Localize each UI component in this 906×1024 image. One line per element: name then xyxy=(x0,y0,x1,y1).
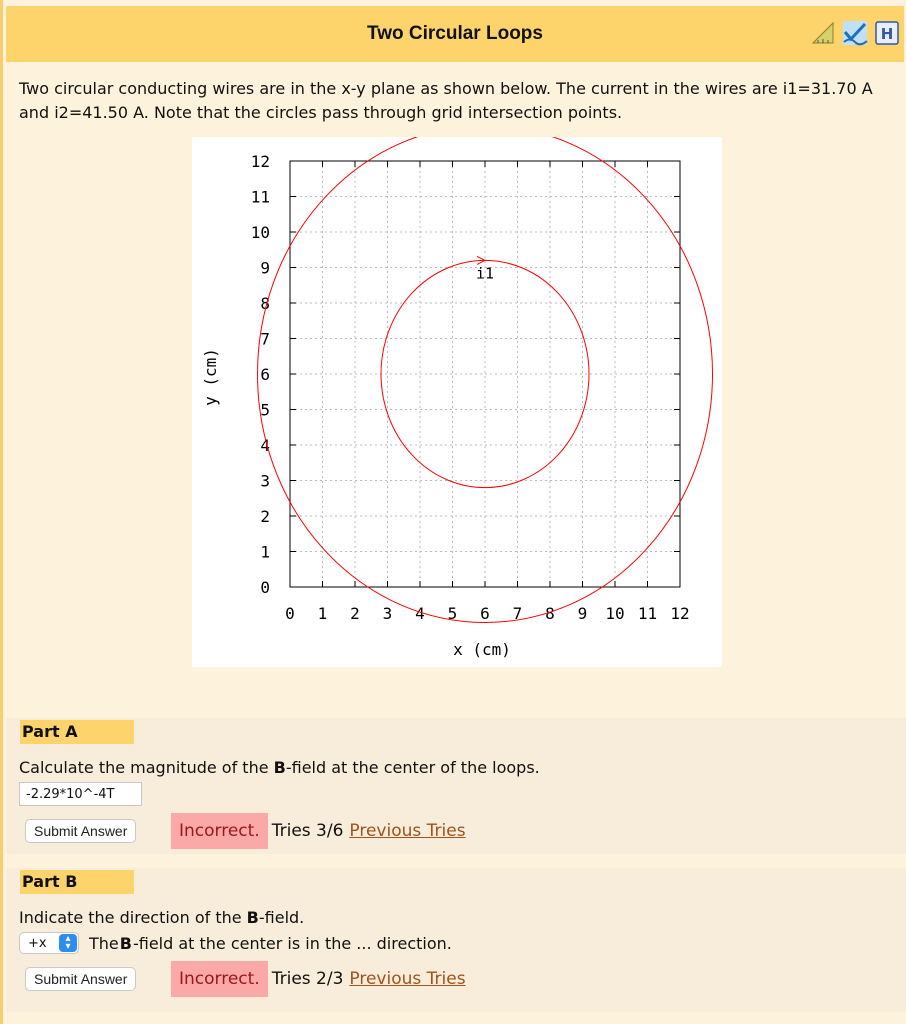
y-tick-label: 12 xyxy=(250,152,270,171)
x-tick-label: 12 xyxy=(670,604,690,623)
x-tick-label: 5 xyxy=(447,604,458,623)
part-a-answer-input[interactable]: -2.29*10^-4T xyxy=(19,782,142,806)
part-a-question-pre: Calculate the magnitude of the xyxy=(19,758,274,777)
part-a-question-post: -field at the center of the loops. xyxy=(285,758,540,777)
y-tick-label: 4 xyxy=(260,436,270,455)
part-b-submit-button[interactable]: Submit Answer xyxy=(25,967,136,991)
x-tick-label: 4 xyxy=(415,604,425,623)
y-tick-label: 9 xyxy=(260,258,270,278)
x-tick-label: 11 xyxy=(637,604,658,623)
x-tick-label: 10 xyxy=(605,604,625,623)
svg-text:H: H xyxy=(880,25,894,43)
y-tick-label: 10 xyxy=(250,223,270,242)
chart-grid xyxy=(290,161,680,587)
part-b-previous-tries-link[interactable]: Previous Tries xyxy=(349,969,466,989)
header-icons xyxy=(810,20,900,46)
ruler-triangle-icon[interactable] xyxy=(810,20,836,46)
y-tick-label: 6 xyxy=(260,365,270,384)
part-b xyxy=(6,868,906,1012)
y-axis-label: y (cm) xyxy=(201,348,220,406)
part-a-question xyxy=(19,758,540,777)
part-b-question-bold: B xyxy=(246,908,259,927)
chart-ticks xyxy=(251,152,690,623)
part-b-feedback xyxy=(171,961,466,997)
x-tick-label: 8 xyxy=(545,604,555,623)
part-a-previous-tries-link[interactable]: Previous Tries xyxy=(349,821,466,841)
y-tick-label: 11 xyxy=(250,187,270,207)
x-axis-label: x (cm) xyxy=(453,640,511,659)
part-b-select-value: +x xyxy=(28,935,47,951)
part-a-submit-button[interactable]: Submit Answer xyxy=(25,819,136,843)
loops-chart xyxy=(192,137,722,667)
problem-header xyxy=(6,6,904,62)
part-b-question xyxy=(19,908,304,927)
y-tick-label: 8 xyxy=(260,294,270,313)
y-tick-label: 2 xyxy=(260,507,270,526)
chart-circles xyxy=(258,137,713,623)
y-tick-label: 3 xyxy=(260,471,270,491)
y-tick-label: 7 xyxy=(260,329,270,349)
y-tick-label: 5 xyxy=(260,400,270,420)
part-b-direction-select[interactable] xyxy=(19,932,79,954)
part-b-question-pre: Indicate the direction of the xyxy=(19,908,247,927)
part-a-incorrect-badge: Incorrect. xyxy=(171,813,268,849)
part-a-feedback xyxy=(171,813,466,849)
part-b-label: Part B xyxy=(20,870,134,894)
y-tick-label: 1 xyxy=(260,542,270,562)
check-wave-icon[interactable] xyxy=(842,20,868,46)
x-tick-label: 2 xyxy=(350,604,360,623)
part-b-tries: Tries 2/3 xyxy=(271,969,344,989)
part-b-incorrect-badge: Incorrect. xyxy=(171,961,268,997)
problem-text: Two circular conducting wires are in the x-y plane as shown below. The current in the wires are i1=31.70 A and i2=41.50 A. Note that the circles pass through grid intersection points. xyxy=(19,79,873,122)
part-a-label: Part A xyxy=(20,720,134,744)
part-b-dir-pre: The xyxy=(89,933,119,953)
part-b-dir-post: -field at the center is in the ... direction. xyxy=(132,933,452,953)
problem-title: Two Circular Loops xyxy=(367,23,543,44)
x-tick-label: 6 xyxy=(480,604,490,623)
x-tick-label: 9 xyxy=(577,604,588,623)
part-b-dir-bold: B xyxy=(119,933,132,953)
x-tick-label: 0 xyxy=(285,604,295,623)
x-tick-label: 1 xyxy=(317,604,328,623)
label-i1: i1 xyxy=(475,264,495,283)
loops-figure xyxy=(192,137,722,667)
loop-i2 xyxy=(258,137,713,623)
y-tick-label: 0 xyxy=(260,578,270,597)
part-a xyxy=(6,718,906,854)
part-b-question-post: -field. xyxy=(258,908,305,927)
part-a-question-bold: B xyxy=(273,758,286,777)
chevron-updown-icon: ▴ ▾ xyxy=(59,934,77,952)
left-border xyxy=(0,0,3,1024)
part-a-tries: Tries 3/6 xyxy=(271,821,344,841)
part-b-direction-row xyxy=(19,932,452,954)
help-h-icon[interactable] xyxy=(874,20,900,46)
x-tick-label: 7 xyxy=(512,604,523,623)
x-tick-label: 3 xyxy=(382,604,393,623)
